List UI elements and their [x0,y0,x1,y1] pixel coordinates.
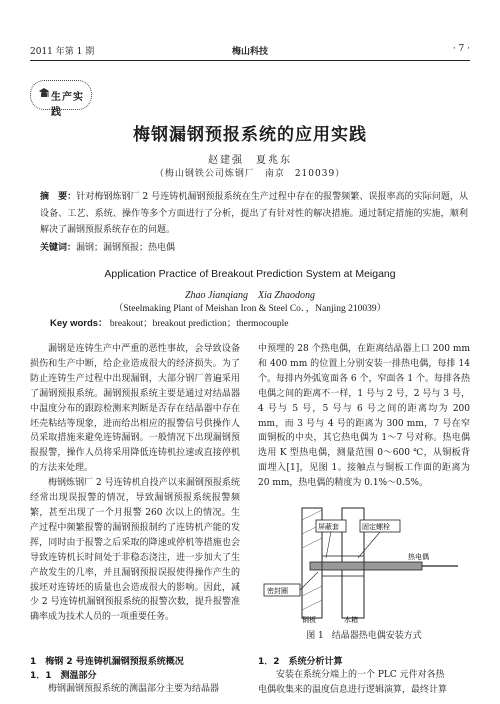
abstract-cn [40,189,468,239]
label-screen-plate: 屏蔽套 [318,523,339,531]
article-title-cn: 梅钢漏钢预报系统的应用实践 [133,125,367,145]
keywords-text: 漏钢；漏钢预报；热电偶 [76,243,176,253]
page-number: · 7 · [452,44,470,54]
section-badge-label: 生产实践 [51,92,84,118]
affiliation-en: （Steelmaking Plant of Meishan Iron & Steel Co．，Nanjing 210039） [113,304,387,314]
issue-label: 2011 年第 1 期 [30,47,95,57]
body-paragraph: 中预埋的 28 个热电偶，在距离结晶器上口 200 mm 和 400 mm 的位置上分别安装一排热电偶，每排 14 个。每排内外弧宽面各 6 个，窄面各 1 个。每排各热电偶之间的距离不一样，1 号与 2 号，2 号与 3 号，4 号与 5 号，5 号与 6 号之间的距离均为 200 mm，而 3 号与 4 号的距离为 300 mm，7 号在窄面铜板的中央，其它热电偶为 1～7 号对称。热电偶选用 K 型热电偶，测量范围 0～600 ℃，从铜板背面埋入[1]，见图 1。接触点与铜板工作面的距离为 20 mm，热电偶的精度为 0.1%～0.5%。 [258,344,470,489]
section-1-1-text: 梅钢漏钢预报系统的测温部分主要为结晶器 [48,684,220,694]
keywords-en [50,315,468,329]
section-badge [30,80,92,118]
abstract-text: 针对梅钢炼钢厂 2 号连铸机漏钢预报系统在生产过程中存在的报警频繁、误报率高的实际问题，从设备、工艺、系统、操作等多个方面进行了分析，提出了有针对性的解决措施。通过制定措施的实施，顺利解决了漏钢预报系统存在的问题。 [40,192,468,235]
mortarboard-icon [38,87,50,103]
thermocouple-probe-shape [310,562,422,570]
right-column [258,342,470,491]
body-paragraph: 漏钢是连铸生产中严重的恶性事故，会导致设备损伤和生产中断，给企业造成很大的经济损失。为了防止连铸生产过程中出现漏钢，大部分钢厂普遍采用了漏钢预报系统。漏钢预报系统主要是通过对结晶器中温度分布的跟踪检测来判断是否存在结晶器中存在坯壳粘结等现象，进而给出相应的报警信号供操作人员采取措施来避免连铸漏钢。一般情况下出现漏钢预报报警，操作人员将采用降低连铸机拉速或直接停机的方法来处理。 [30,344,240,474]
figure-1 [258,500,470,648]
thermocouple-installation-diagram [258,500,470,624]
label-thermocouple: 热电偶 [408,553,429,561]
label-fixing-bolt: 固定螺栓 [362,523,390,531]
keywords-en-text: breakout；breakout prediction；thermocouple [109,319,289,329]
label-copper-plate: 铜板 [302,616,316,624]
keywords-cn [40,240,468,253]
section-1-2-text-line2: 电偶收集来的温度信息进行逻辑演算，最终计算 [258,685,448,695]
affiliation-cn: （梅山钢铁公司炼钢厂 南京 210039） [154,169,346,179]
authors-en: Zhao Jianqiang Xia Zhaodong [184,290,315,301]
left-column [30,342,240,625]
label-water-tank: 水箱 [344,616,358,624]
journal-name: 梅山科技 [231,47,268,57]
figure-number: 图 1 [306,631,324,641]
authors-cn: 赵建强 夏兆东 [208,155,292,166]
figure-caption-text: 结晶器热电偶安装方式 [331,631,422,641]
abstract-label: 摘 要： [40,192,77,202]
label-sealing-ring: 密封圈 [267,587,288,595]
body-paragraph: 梅钢炼钢厂 2 号连铸机自投产以来漏钢预报系统经常出现误报警的情况，导致漏钢预报系统报警频繁，甚至出现了一个月报警 260 次以上的情况。生产过程中频繁报警的漏钢预报制约了连铸机产能的发挥，同时由于报警之后采取的降速或停机等措施也会导致连铸机长时间处于非稳态浇注，进一步加大了生产故发生的几率，并且漏钢预报误报使得操作产生的拔坯对连铸坯的质量也会造成很大的影响。因此，减少 2 号连铸机漏钢预报系统的报警次数，提升报警准确率成为技术人员的一项重要任务。 [30,478,240,623]
article-title-en: Application Practice of Breakout Prediction System at Meigang [104,268,396,280]
running-header [30,44,470,60]
figure-caption [258,628,470,641]
header-rule [30,60,470,61]
section-heading-1-2: 1．2 系统分析计算 [258,657,343,667]
keywords-en-label: Key words： [50,318,108,329]
section-heading-1-1: 1．1 测温部分 [30,671,97,681]
section-heading-1: 1 梅钢 2 号连铸机漏钢预报系统概况 [30,657,184,667]
keywords-label: 关键词： [40,243,77,253]
section-1-2-text-line1: 安装在系统分端上的一个 PLC 元件对各热 [276,670,445,680]
